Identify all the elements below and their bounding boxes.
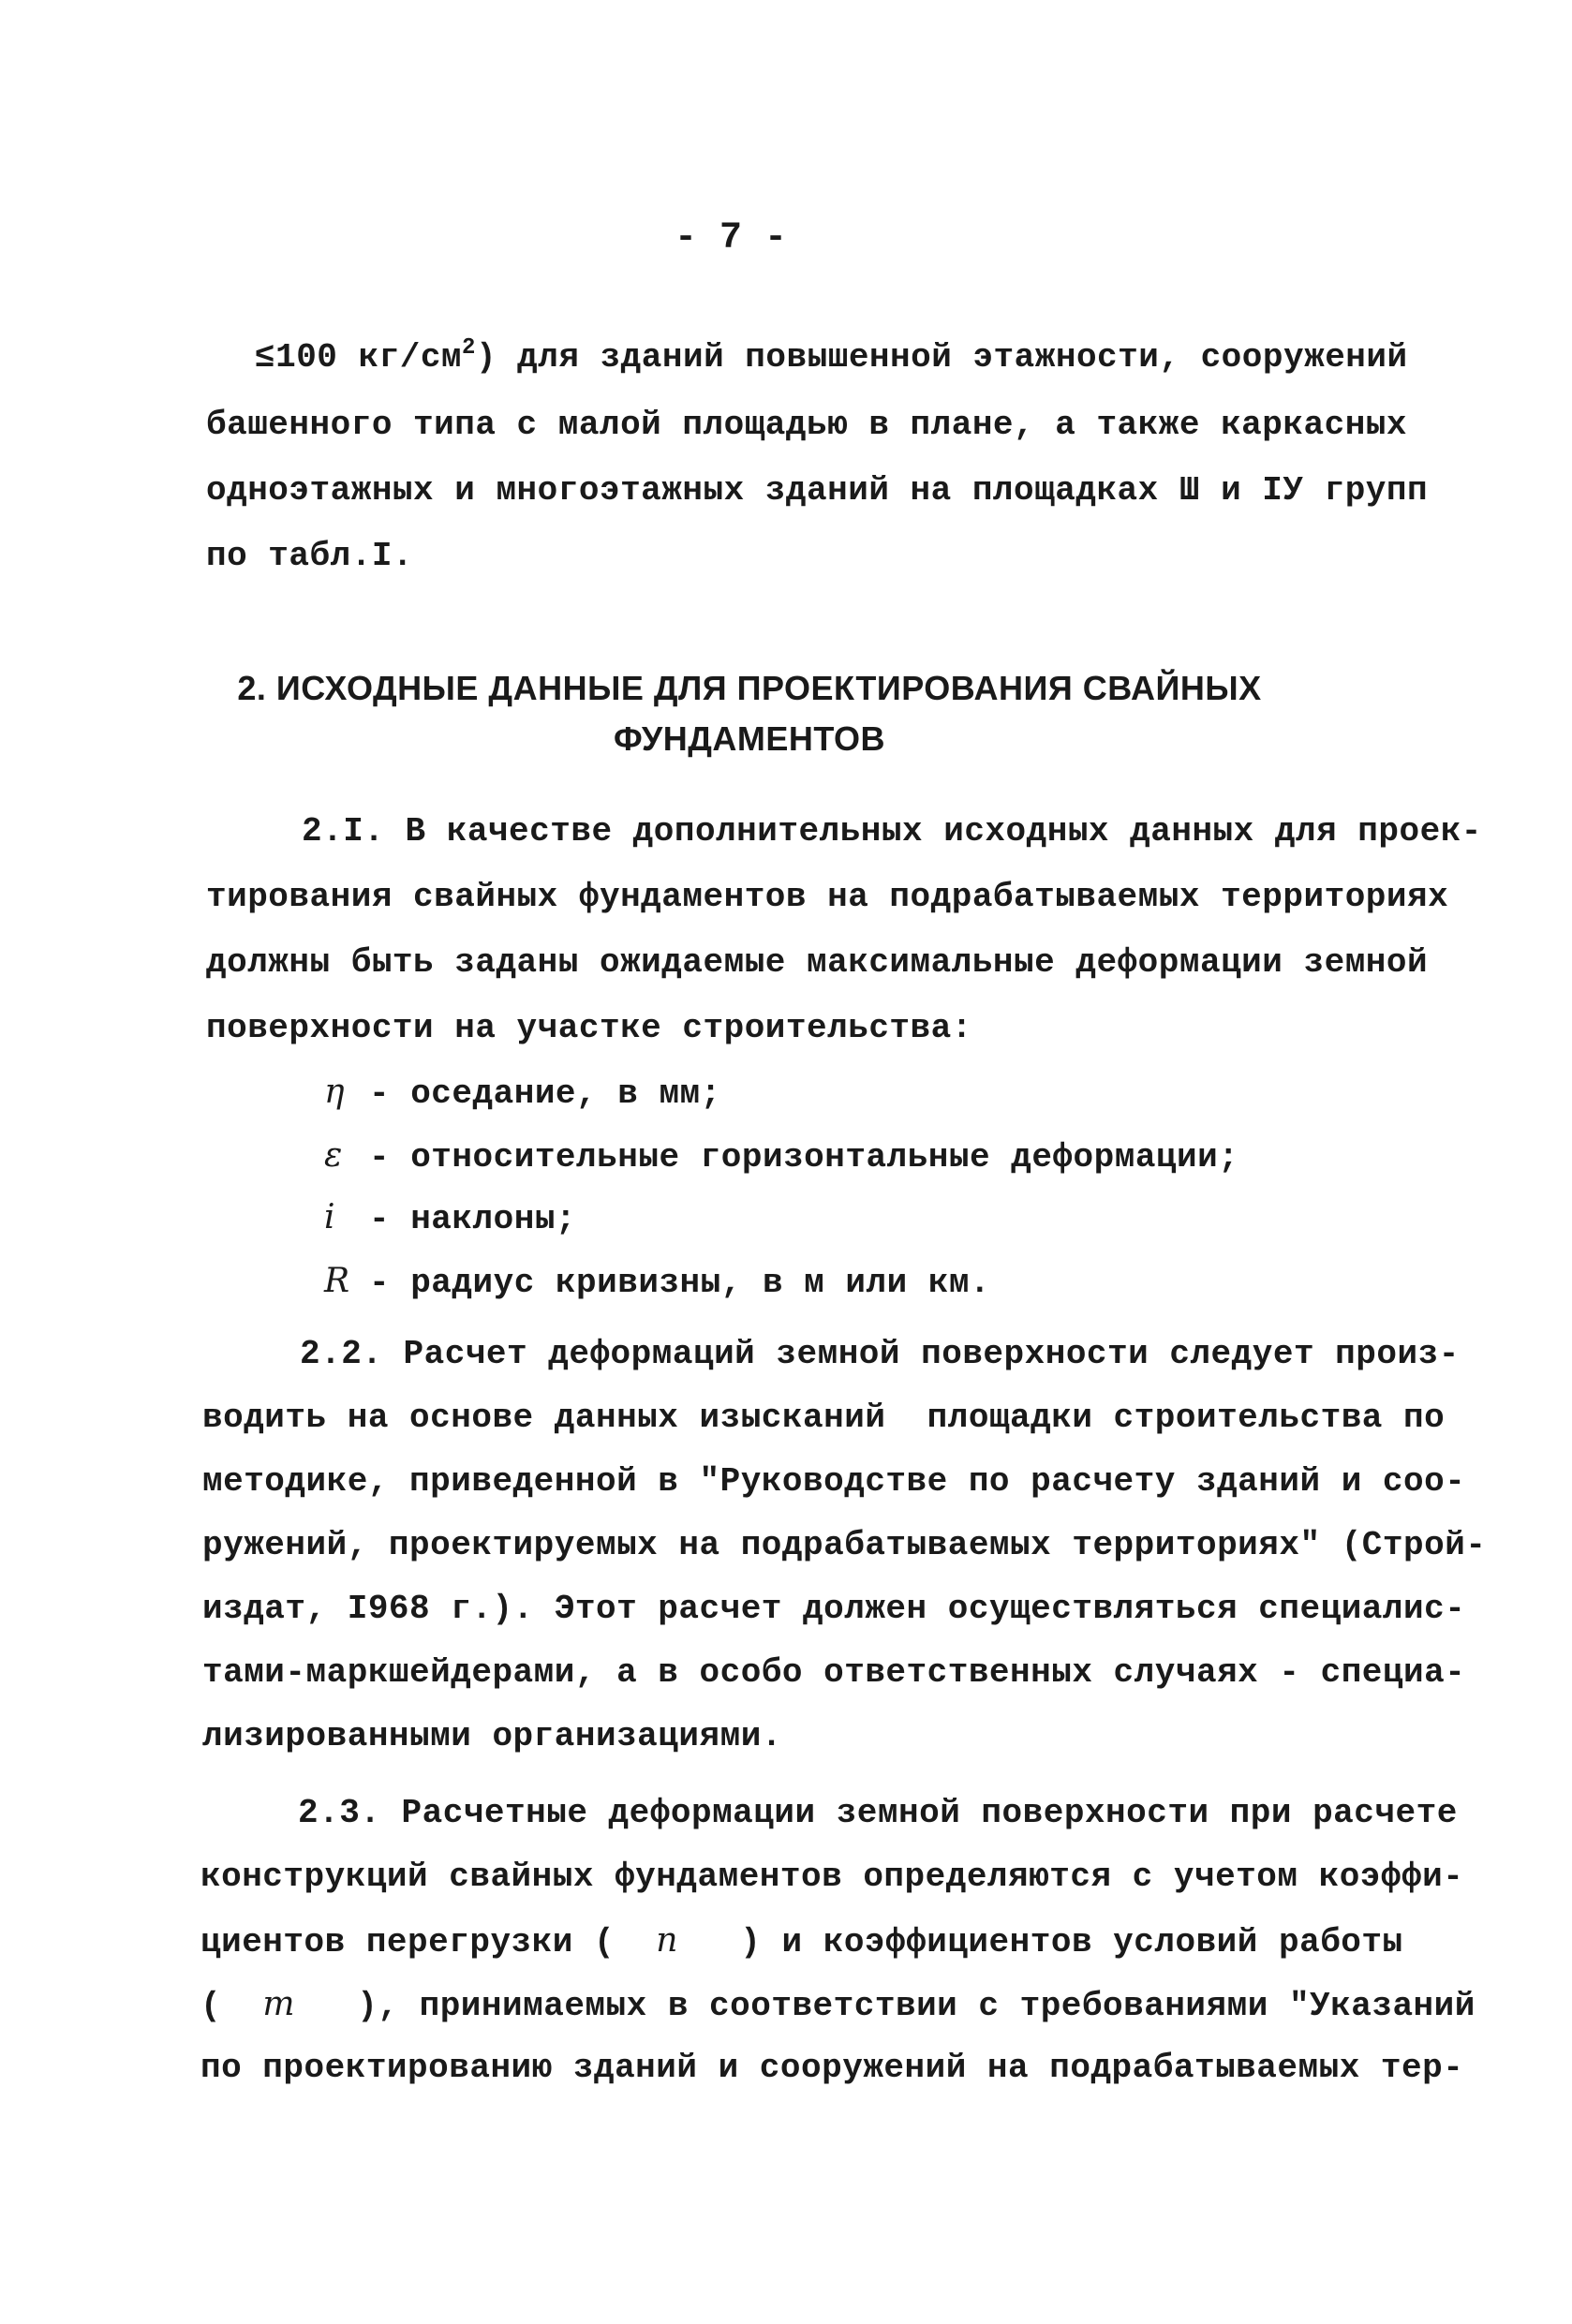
definition-item [324, 1261, 990, 1304]
intro-text: ) для зданий повышенной этажности, сооружений [475, 338, 1408, 377]
p23-text: ( [200, 1987, 222, 2025]
definition-text: - относительные горизонтальные деформации; [369, 1138, 1239, 1177]
intro-line-1 [255, 337, 1408, 378]
p22-line-4: ружений, проектируемых на подрабатываемых территориях" (Строй- [202, 1526, 1487, 1564]
eta-symbol: η [324, 1073, 346, 1111]
p23-line-3 [200, 1920, 1403, 1963]
r-symbol: R [324, 1262, 350, 1300]
i-symbol: i [324, 1198, 336, 1236]
p22-line-1: 2.2. Расчет деформаций земной поверхности следует произ- [300, 1335, 1460, 1373]
p22-line-2: водить на основе данных изысканий площадки строительства по [202, 1399, 1446, 1437]
p23-line-5: по проектированию зданий и сооружений на подрабатываемых тер- [200, 2049, 1464, 2087]
section-heading-line-2: ФУНДАМЕНТОВ [614, 719, 885, 758]
superscript: 2 [462, 335, 476, 361]
p23-line-2: конструкций свайных фундаментов определяются с учетом коэффи- [200, 1858, 1464, 1896]
m-symbol: m [262, 1985, 295, 2023]
p23-text: ), принимаемых в соответствии с требованиями "Указаний [357, 1987, 1476, 2025]
definition-item [324, 1197, 576, 1240]
page-number: - 7 - [674, 217, 788, 259]
definition-text: - оседание, в мм; [369, 1074, 721, 1113]
p22-line-5: издат, I968 г.). Этот расчет должен осуществляться специалис- [202, 1590, 1466, 1628]
p23-text: ) и коэффициентов условий работы [740, 1923, 1403, 1961]
p21-line-3: должны быть заданы ожидаемые максимальные деформации земной [206, 943, 1429, 982]
p23-line-1: 2.3. Расчетные деформации земной поверхности при расчете [298, 1794, 1458, 1832]
p22-line-6: тами-маркшейдерами, а в особо ответственных случаях - специа- [202, 1653, 1466, 1692]
intro-text: ≤100 кг/см [255, 338, 463, 377]
p23-text: циентов перегрузки ( [200, 1923, 615, 1961]
p22-line-7: лизированными организациями. [202, 1717, 782, 1755]
intro-line-2: башенного типа с малой площадью в плане, а также каркасных [206, 406, 1408, 444]
intro-line-4: по табл.I. [206, 537, 414, 575]
intro-line-3: одноэтажных и многоэтажных зданий на площадках Ш и IУ групп [206, 471, 1429, 510]
p21-line-4: поверхности на участке строительства: [206, 1009, 972, 1047]
definition-text: - наклоны; [369, 1200, 577, 1238]
epsilon-symbol: ε [324, 1136, 343, 1175]
definition-item [324, 1072, 721, 1115]
n-symbol: n [656, 1921, 678, 1960]
definition-text: - радиус кривизны, в м или км. [369, 1264, 991, 1302]
p21-line-2: тирования свайных фундаментов на подрабатываемых территориях [206, 878, 1449, 916]
p22-line-3: методике, приведенной в "Руководстве по расчету зданий и соо- [202, 1462, 1466, 1501]
p21-line-1: 2.I. В качестве дополнительных исходных данных для проек- [302, 812, 1482, 851]
section-heading-line-1: 2. ИСХОДНЫЕ ДАННЫЕ ДЛЯ ПРОЕКТИРОВАНИЯ СВАЙНЫХ [237, 669, 1262, 707]
p23-line-4 [200, 1984, 1476, 2027]
definition-item [324, 1135, 1238, 1178]
